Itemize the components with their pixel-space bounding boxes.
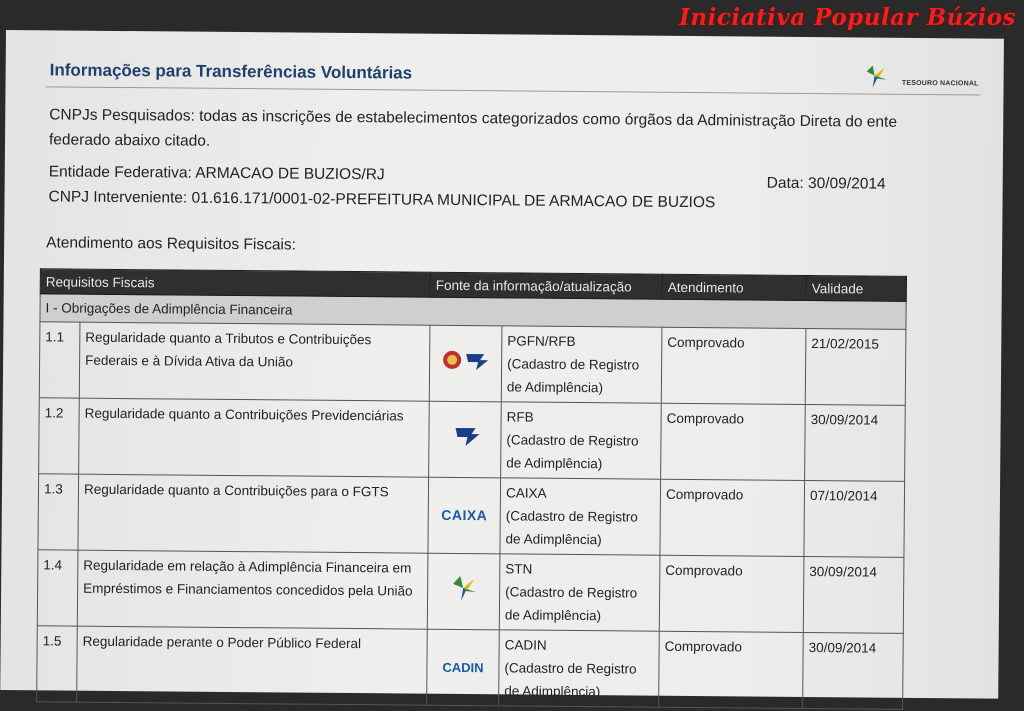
source-cell: STN (Cadastro de Registro de Adimplência) [499, 554, 660, 631]
description-text: CNPJs Pesquisados: todas as inscrições de estabelecimentos categorizados como órgãos da Administração Direta do ente federado abaixo citado. [48, 106, 898, 150]
requirement-text: Regularidade perante o Poder Público Federal [77, 626, 428, 705]
row-number: 1.5 [37, 626, 78, 702]
validity-text: 30/09/2014 [805, 404, 906, 481]
header-requisitos: Requisitos Fiscais [40, 269, 430, 297]
table-row [38, 474, 905, 558]
requirement-text: Regularidade quanto a Contribuições para o FGTS [78, 474, 429, 553]
validity-text: 07/10/2014 [804, 480, 905, 557]
row-number: 1.2 [39, 398, 80, 474]
validity-text: 30/09/2014 [803, 556, 904, 633]
header-atendimento: Atendimento [662, 274, 806, 300]
entity-text: Entidade Federativa: ARMACAO DE BUZIOS/RJ [48, 163, 385, 184]
caixa-logo-icon: CAIXA [428, 477, 501, 554]
status-text: Comprovado [659, 631, 804, 708]
cnpj-text: CNPJ Interveniente: 01.616.171/0001-02-PREFEITURA MUNICIPAL DE ARMACAO DE BUZIOS [48, 188, 716, 212]
status-text: Comprovado [660, 479, 805, 556]
table-row [39, 322, 906, 406]
status-text: Comprovado [659, 555, 804, 632]
star-icon [859, 61, 899, 89]
source-cell: CAIXA (Cadastro de Registro de Adimplência) [500, 478, 661, 555]
logo-text: TESOURO NACIONAL [901, 79, 979, 88]
page-header [46, 56, 981, 95]
rfb-logo-icon [429, 401, 502, 478]
cadin-logo-icon: CADIN [427, 629, 500, 706]
watermark: Iniciativa Popular Búzios [679, 4, 1016, 31]
header-fonte: Fonte da informação/atualização [430, 272, 662, 299]
row-number: 1.1 [39, 322, 80, 398]
date-text: Data: 30/09/2014 [766, 174, 886, 193]
requirements-title: Atendimento aos Requisitos Fiscais: [46, 234, 297, 254]
validity-text: 30/09/2014 [803, 632, 904, 709]
table-row [37, 550, 904, 634]
tesouro-nacional-logo [858, 61, 978, 92]
source-cell: RFB (Cadastro de Registro de Adimplência) [501, 402, 662, 479]
pgfn-rfb-logo-icon [429, 325, 502, 402]
requirement-text: Regularidade em relação à Adimplência Financeira em Empréstimos e Financiamentos concedidos pela União [77, 550, 428, 629]
row-number: 1.4 [37, 550, 78, 626]
status-text: Comprovado [661, 327, 806, 404]
page-title: Informações para Transferências Voluntárias [49, 60, 413, 83]
table-row [37, 626, 904, 710]
header-validade: Validade [806, 275, 906, 301]
row-number: 1.3 [38, 474, 79, 550]
table-row [39, 398, 906, 482]
stn-logo-icon [427, 553, 500, 630]
validity-text: 21/02/2015 [805, 328, 906, 405]
requirements-table [36, 268, 907, 710]
source-cell: PGFN/RFB (Cadastro de Registro de Adimplência) [501, 326, 662, 403]
requirement-text: Regularidade quanto a Tributos e Contribuições Federais e à Dívida Ativa da União [79, 322, 430, 401]
status-text: Comprovado [661, 403, 806, 480]
source-cell: CADIN (Cadastro de Registro de Adimplência) [499, 630, 660, 707]
requirement-text: Regularidade quanto a Contribuições Previdenciárias [79, 398, 430, 477]
document-page [0, 30, 1004, 699]
section-label: I - Obrigações de Adimplência Financeira [40, 294, 906, 330]
